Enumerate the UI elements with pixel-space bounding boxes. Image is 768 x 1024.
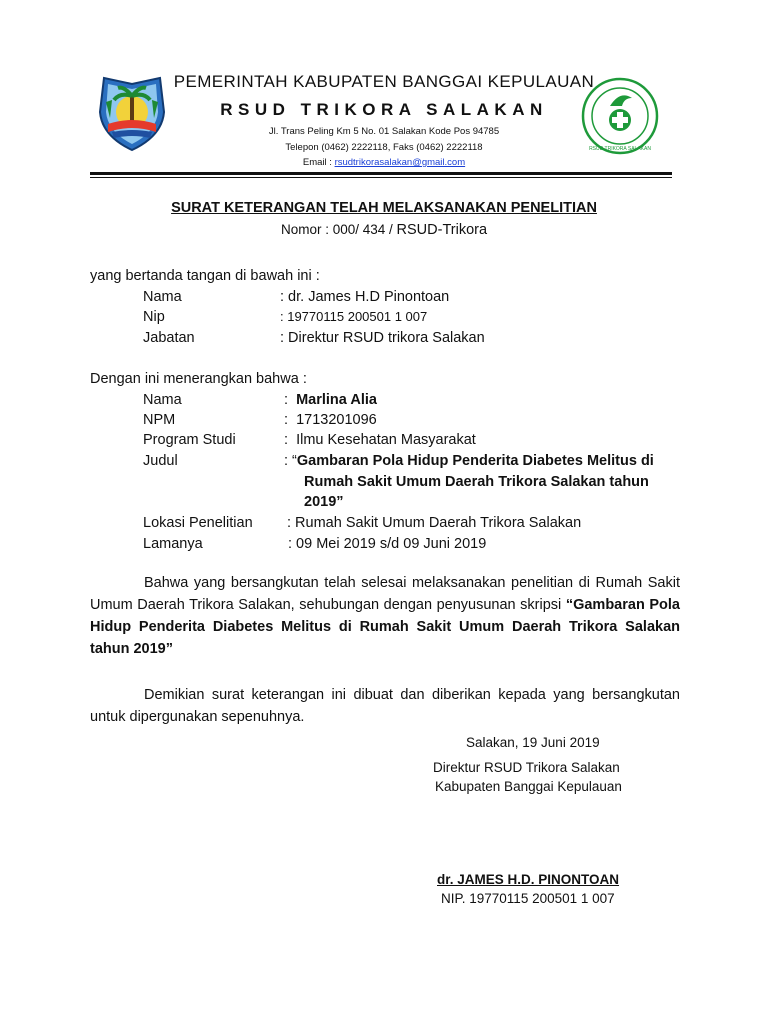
- paragraph-2-text: Demikian surat keterangan ini dibuat dan diberikan kepada yang bersangkutan untuk dipergunakan sepenuhnya.: [90, 687, 680, 725]
- student-program-value: : Ilmu Kesehatan Masyarakat: [284, 432, 476, 448]
- location-value: : Rumah Sakit Umum Daerah Trikora Salakan: [287, 515, 582, 531]
- paragraph-1-text: Bahwa yang bersangkutan telah selesai melaksanakan penelitian di Rumah Sakit Umum Daerah Trikora Salakan, sehubungan dengan penyusunan skripsi: [90, 575, 680, 613]
- student-program-label: Program Studi: [143, 432, 236, 448]
- duration-label: Lamanya: [143, 536, 203, 552]
- letter-number: [0, 222, 768, 238]
- student-npm-label: NPM: [143, 412, 176, 428]
- signer-position-value: : Direktur RSUD trikora Salakan: [280, 330, 485, 346]
- letter-title: SURAT KETERANGAN TELAH MELAKSANAKAN PENELITIAN: [171, 200, 597, 216]
- research-title-label: Judul: [143, 453, 178, 469]
- signer-nip-label: Nip: [143, 309, 165, 325]
- signer-region: Kabupaten Banggai Kepulauan: [435, 779, 622, 794]
- hospital-address: Jl. Trans Peling Km 5 No. 01 Salakan Kode Pos 94785: [268, 126, 500, 137]
- signer-name-value: : dr. James H.D Pinontoan: [280, 289, 450, 305]
- letter-number-prefix: Nomor : 000/ 434 /: [280, 222, 397, 237]
- intro-text: yang bertanda tangan di bawah ini :: [90, 268, 320, 284]
- signer-name-label: Nama: [143, 289, 182, 305]
- research-title-text-1: Gambaran Pola Hidup Penderita Diabetes Melitus di: [296, 453, 654, 469]
- hospital-phone: Telepon (0462) 2222118, Faks (0462) 2222118: [285, 142, 483, 153]
- email-label: Email :: [302, 157, 332, 168]
- signer-nip-value: : 19770115 200501 1 007: [280, 309, 428, 324]
- paragraph-1-bold: “Gambaran Pola Hidup Penderita Diabetes Melitus di Rumah Sakit Umum Daerah Trikora Salakan tahun 2019”: [90, 597, 680, 657]
- paragraph-research-completed: [90, 572, 680, 660]
- paragraph-closing: [90, 684, 680, 728]
- email-link[interactable]: rsudtrikorasalakan@gmail.com: [334, 157, 466, 168]
- signer-name: dr. JAMES H.D. PINONTOAN: [437, 872, 620, 887]
- student-name-label: Nama: [143, 392, 182, 408]
- signer-position-label: Jabatan: [143, 330, 195, 346]
- header-divider-thick: [90, 172, 672, 175]
- student-npm-value: : 1713201096: [284, 412, 377, 428]
- letter-number-suffix: RSUD-Trikora: [396, 222, 488, 238]
- svg-text:RSUD TRIKORA SALAKAN: RSUD TRIKORA SALAKAN: [589, 146, 651, 152]
- government-name: PEMERINTAH KABUPATEN BANGGAI KEPULAUAN: [173, 72, 595, 91]
- hospital-name: RSUD TRIKORA SALAKAN: [220, 100, 548, 119]
- header-divider-thin: [90, 177, 672, 178]
- location-label: Lokasi Penelitian: [143, 515, 253, 531]
- student-name-value: : Marlina Alia: [284, 392, 377, 408]
- duration-value: : 09 Mei 2019 s/d 09 Juni 2019: [288, 536, 487, 552]
- signer-nip: NIP. 19770115 200501 1 007: [441, 891, 615, 906]
- research-title-line1: : “Gambaran Pola Hidup Penderita Diabetes Melitus di: [284, 453, 654, 469]
- statement-text: Dengan ini menerangkan bahwa :: [90, 371, 307, 387]
- research-title-line2: Rumah Sakit Umum Daerah Trikora Salakan tahun: [304, 474, 649, 490]
- student-npm: 1713201096: [296, 412, 377, 428]
- hospital-email-line: [0, 157, 768, 168]
- research-title-line3: 2019”: [304, 494, 344, 510]
- student-program: Ilmu Kesehatan Masyarakat: [296, 432, 476, 448]
- student-name: Marlina Alia: [296, 392, 377, 408]
- signer-role: Direktur RSUD Trikora Salakan: [433, 760, 620, 775]
- place-date: Salakan, 19 Juni 2019: [466, 735, 600, 750]
